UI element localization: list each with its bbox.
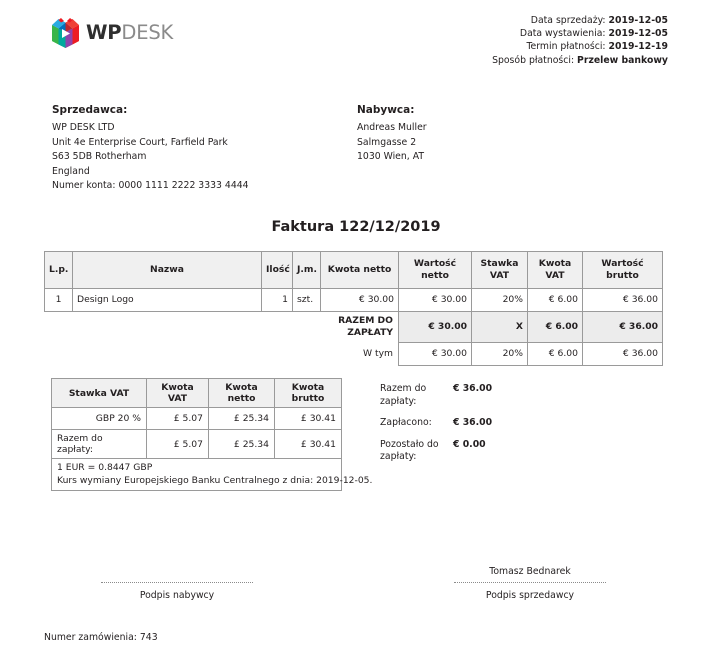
subtotal-vat-rate: 20% — [472, 342, 528, 365]
exchange-rate-line2: Kurs wymiany Europejskiego Banku Centralnego z dnia: 2019-12-05. — [57, 474, 373, 486]
document-header — [0, 0, 712, 80]
payment-label: Zapłacono: — [380, 417, 432, 428]
buyer-line: Andreas Muller — [357, 122, 427, 134]
col-header-net-value: Wartość netto — [399, 252, 472, 289]
meta-value: 2019-12-05 — [608, 15, 668, 26]
buyer-signature-name — [77, 565, 277, 579]
table-row-total — [52, 430, 342, 459]
signature-dotted-line — [101, 582, 253, 583]
seller-line: Unit 4e Enterprise Court, Farfield Park — [52, 136, 228, 148]
page-title: Faktura 122/12/2019 — [271, 219, 441, 235]
table-row — [52, 408, 342, 430]
payment-label: Pozostało do zapłaty: — [380, 438, 439, 462]
buyer-title: Nabywca: — [357, 104, 415, 116]
buyer-signature-caption: Podpis nabywcy — [139, 590, 215, 601]
meta-row-sale-date — [492, 14, 668, 27]
col-header-net-price: Kwota netto — [321, 252, 399, 289]
vat-cell-net: £ 25.34 — [209, 408, 275, 430]
wpdesk-hexagon-logo-icon — [52, 18, 79, 48]
col-header-qty: Ilość — [262, 252, 293, 289]
order-number: Numer zamówienia: 743 — [44, 632, 158, 643]
items-table — [44, 251, 663, 366]
buyer-line: Salmgasse 2 — [357, 136, 417, 148]
total-label-line2: ZAPŁATY — [347, 327, 393, 338]
vat-cell-rate: GBP 20 % — [52, 408, 147, 430]
cell-lp: 1 — [45, 289, 73, 312]
signature-dotted-line — [454, 582, 606, 583]
subtotal-vat-amount: € 6.00 — [528, 342, 583, 365]
cell-vat-rate: 20% — [472, 289, 528, 312]
items-table-container — [44, 251, 663, 366]
vat-cell-gross: £ 30.41 — [275, 408, 342, 430]
vat-cell-total-vat: £ 5.07 — [147, 430, 209, 459]
items-table-header-row — [45, 252, 663, 289]
payment-row-remaining — [380, 439, 610, 464]
meta-label: Data wystawienia: — [519, 28, 606, 40]
table-row-subtotal — [45, 342, 663, 365]
seller-signature-caption: Podpis sprzedawcy — [485, 590, 575, 601]
payment-value: € 36.00 — [453, 417, 493, 428]
buyer-line: 1030 Wien, AT — [357, 151, 425, 163]
subtotal-gross-value: € 36.00 — [583, 342, 663, 365]
invoice-meta-block — [492, 14, 668, 67]
vat-summary-table — [51, 378, 373, 491]
brand-wordmark — [86, 23, 173, 43]
brand-name-light: DESK — [121, 21, 174, 45]
brand-logo — [52, 18, 173, 48]
vat-cell-total-label: Razem do zapłaty: — [52, 430, 147, 459]
total-net-value: € 30.00 — [399, 312, 472, 343]
payment-value: € 36.00 — [453, 383, 493, 394]
meta-label: Data sprzedaży: — [530, 15, 606, 26]
vat-col-header-vat: Kwota VAT — [147, 379, 209, 408]
seller-title: Sprzedawca: — [52, 104, 128, 116]
total-vat-amount: € 6.00 — [528, 312, 583, 343]
seller-line: WP DESK LTD — [52, 122, 115, 134]
meta-row-payment-method — [492, 54, 668, 67]
table-row-total — [45, 312, 663, 343]
total-label-line1: RAZEM DO — [338, 315, 393, 326]
meta-value: Przelew bankowy — [577, 54, 668, 66]
buyer-signature-block — [77, 565, 277, 601]
exchange-rate-note — [52, 459, 373, 491]
brand-name-bold: WP — [86, 21, 122, 45]
subtotal-label: W tym — [363, 347, 393, 359]
meta-row-due-date — [492, 40, 668, 53]
meta-row-issue-date — [492, 27, 668, 40]
exchange-rate-line1: 1 EUR = 0.8447 GBP — [57, 462, 153, 473]
seller-line: England — [52, 165, 90, 177]
cell-net-value: € 30.00 — [399, 289, 472, 312]
meta-label: Termin płatności: — [526, 41, 606, 53]
payment-row-paid — [380, 417, 610, 430]
cell-qty: 1 — [262, 289, 293, 312]
meta-label: Sposób płatności: — [492, 54, 575, 66]
seller-signature-name: Tomasz Bednarek — [489, 566, 571, 577]
total-label — [321, 312, 399, 343]
meta-value: 2019-12-05 — [608, 28, 668, 40]
vat-cell-total-gross: £ 30.41 — [275, 430, 342, 459]
vat-col-header-gross: Kwota brutto — [275, 379, 342, 408]
vat-col-header-net: Kwota netto — [209, 379, 275, 408]
vat-cell-total-net: £ 25.34 — [209, 430, 275, 459]
payment-row-total — [380, 383, 610, 408]
col-header-lp: L.p. — [45, 252, 73, 289]
subtotal-net-value: € 30.00 — [399, 342, 472, 365]
col-header-unit: J.m. — [293, 252, 321, 289]
seller-signature-block — [430, 565, 630, 601]
table-row-note — [52, 459, 342, 491]
vat-col-header-rate: Stawka VAT — [52, 379, 147, 408]
cell-unit: szt. — [293, 289, 321, 312]
cell-name: Design Logo — [73, 289, 262, 312]
seller-block — [52, 103, 249, 193]
spacer-cell — [45, 342, 321, 365]
payment-value: € 0.00 — [453, 438, 486, 450]
col-header-name: Nazwa — [73, 252, 262, 289]
payment-summary — [380, 383, 610, 473]
buyer-block — [357, 103, 427, 165]
vat-summary-container — [51, 378, 373, 491]
vat-table-header-row — [52, 379, 342, 408]
col-header-vat-rate: Stawka VAT — [472, 252, 528, 289]
meta-value: 2019-12-19 — [608, 41, 668, 53]
cell-vat-amount: € 6.00 — [528, 289, 583, 312]
total-gross-value: € 36.00 — [583, 312, 663, 343]
spacer-cell — [45, 312, 321, 343]
cell-gross-value: € 36.00 — [583, 289, 663, 312]
cell-net-price: € 30.00 — [321, 289, 399, 312]
col-header-gross-value: Wartość brutto — [583, 252, 663, 289]
total-vat-rate: X — [472, 312, 528, 343]
seller-line: S63 5DB Rotherham — [52, 151, 147, 163]
payment-label: Razem do zapłaty: — [380, 383, 427, 407]
table-row — [45, 289, 663, 312]
vat-cell-vat: £ 5.07 — [147, 408, 209, 430]
col-header-vat-amount: Kwota VAT — [528, 252, 583, 289]
seller-bank-account: Numer konta: 0000 1111 2222 3333 4444 — [52, 180, 249, 192]
